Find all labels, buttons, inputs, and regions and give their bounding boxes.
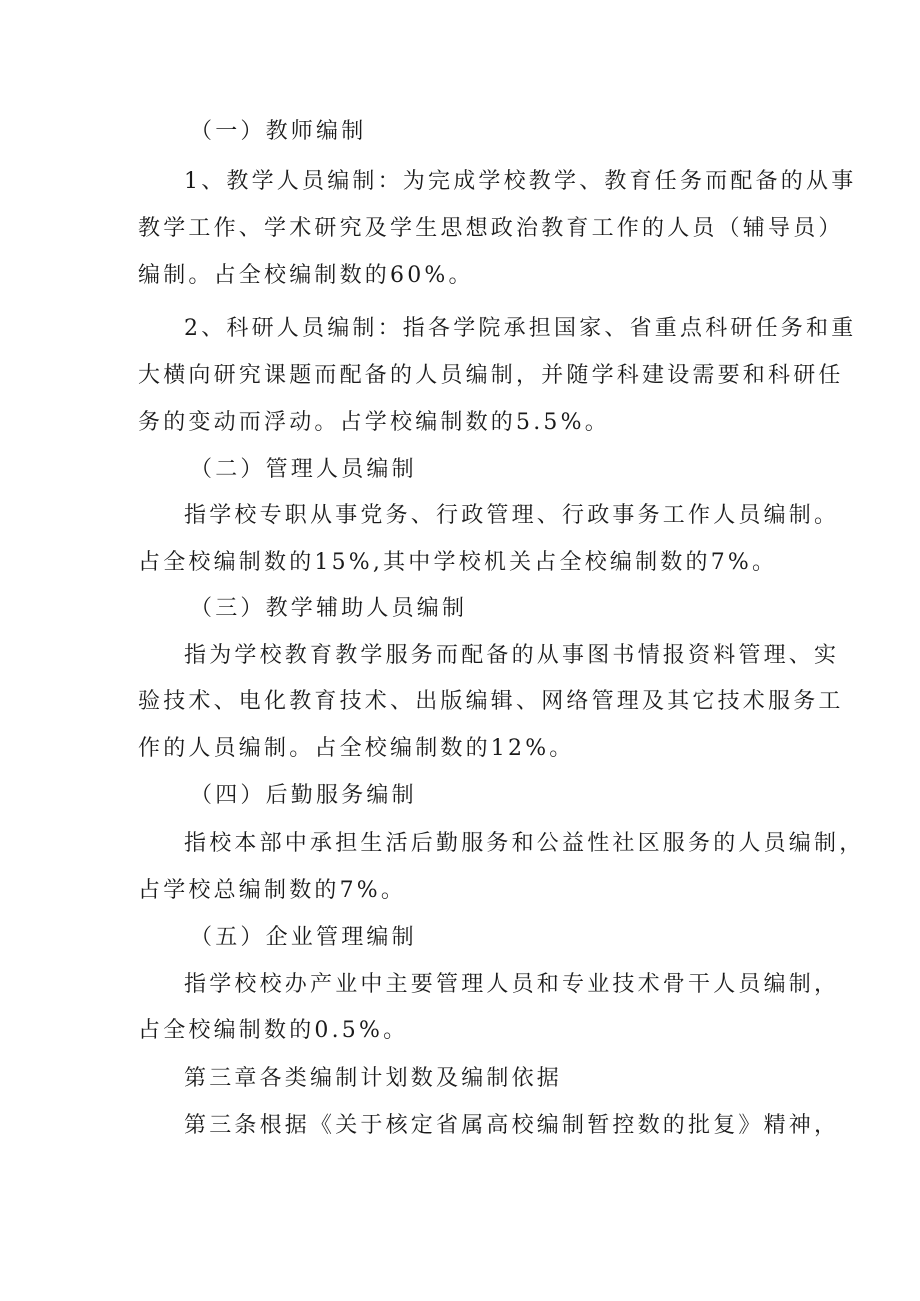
paragraph-line: 1、教学人员编制：为完成学校教学、教育任务而配备的从事 [184, 169, 857, 194]
paragraph-line: 指学校校办产业中主要管理人员和专业技术骨干人员编制， [184, 972, 840, 997]
paragraph-line: 编制。占全校编制数的60%。 [138, 263, 474, 288]
paragraph-line: 占全校编制数的0.5%。 [138, 1018, 409, 1043]
section-heading-teaching-support: （三）教学辅助人员编制 [190, 596, 468, 621]
paragraph-line: 占学校总编制数的7%。 [138, 878, 407, 903]
paragraph-line: 2、科研人员编制：指各学院承担国家、省重点科研任务和重 [184, 316, 857, 341]
paragraph-line: 指为学校教育教学服务而配备的从事图书情报资料管理、实 [184, 643, 840, 668]
paragraph-line: 第三条根据《关于核定省属高校编制暂控数的批复》精神， [184, 1113, 840, 1138]
section-heading-logistics: （四）后勤服务编制 [190, 783, 417, 808]
paragraph-line: 占全校编制数的15%,其中学校机关占全校编制数的7%。 [138, 550, 778, 575]
paragraph-line: 大横向研究课题而配备的人员编制，并随学科建设需要和科研任 [138, 363, 844, 388]
paragraph-line: 指校本部中承担生活后勤服务和公益性社区服务的人员编制， [184, 831, 865, 856]
section-heading-enterprise: （五）企业管理编制 [190, 925, 417, 950]
paragraph-line: 作的人员编制。占全校编制数的12%。 [138, 736, 575, 761]
paragraph-line: 验技术、电化教育技术、出版编辑、网络管理及其它技术服务工 [138, 689, 844, 714]
section-heading-management: （二）管理人员编制 [190, 457, 417, 482]
paragraph-line: 指学校专职从事党务、行政管理、行政事务工作人员编制。 [184, 503, 840, 528]
section-heading-teacher: （一）教师编制 [190, 119, 367, 144]
paragraph-line: 务的变动而浮动。占学校编制数的5.5%。 [138, 410, 610, 435]
paragraph-line: 教学工作、学术研究及学生思想政治教育工作的人员（辅导员） [138, 216, 844, 241]
chapter-title: 第三章各类编制计划数及编制依据 [184, 1066, 563, 1091]
